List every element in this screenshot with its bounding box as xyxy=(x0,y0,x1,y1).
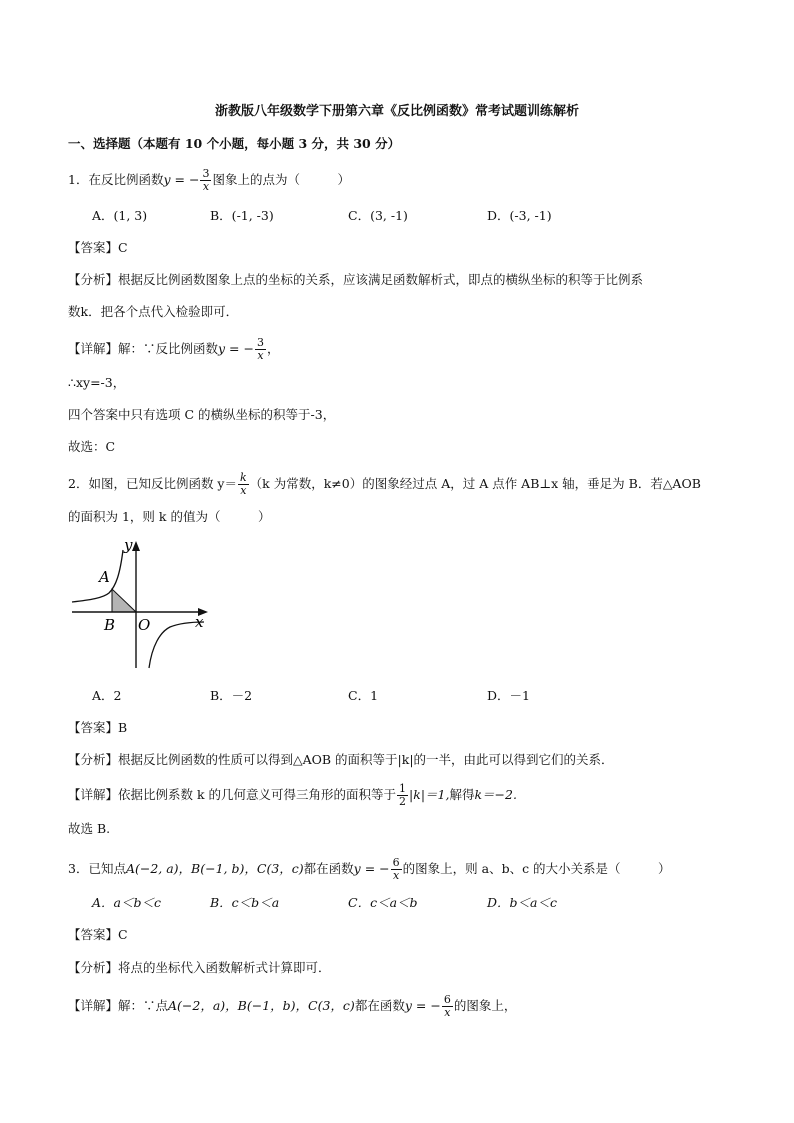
q1-line-options: 四个答案中只有选项 C 的横纵坐标的积等于-3， xyxy=(68,407,336,422)
q2-detail-den: 2 xyxy=(399,795,407,808)
q2-option-a: A．2 xyxy=(92,688,122,703)
q2-stem xyxy=(68,472,701,497)
q2-detail-num: 1 xyxy=(399,782,407,795)
label-b: B xyxy=(104,616,116,634)
q2-detail-result: k＝−2. xyxy=(474,787,517,802)
q2-detail-text: 【详解】依据比例系数 k 的几何意义可得三角形的面积等于 xyxy=(68,787,397,802)
label-y: y xyxy=(124,536,133,554)
q1-analysis-line2: 数k．把各个点代入检验即可． xyxy=(68,304,239,319)
q3-stem-mid: 都在函数 xyxy=(303,861,354,876)
q1-option-c: C．(3, -1) xyxy=(348,208,408,223)
q1-stem-text: 1．在反比例函数 xyxy=(68,172,164,187)
q3-stem-points: A(−2, a)，B(−1, b)，C(3，c) xyxy=(125,861,304,876)
q2-answer: 【答案】B xyxy=(68,720,128,735)
q3-detail-post: 的图象上， xyxy=(453,998,517,1013)
q1-answer: 【答案】C xyxy=(68,240,128,255)
q1-option-d: D．(-3, -1) xyxy=(487,208,552,223)
label-o: O xyxy=(138,616,151,634)
q3-detail-mid: 都在函数 xyxy=(354,998,405,1013)
q2-detail-fraction xyxy=(397,783,408,808)
q3-func-lhs: y = − xyxy=(353,861,390,876)
section-heading: 一、选择题（本题有 10 个小题，每小题 3 分，共 30 分） xyxy=(68,136,401,151)
q2-stem-text: 2．如图，已知反比例函数 y＝ xyxy=(68,476,237,491)
q1-detail xyxy=(68,337,280,362)
q1-detail-num: 3 xyxy=(256,336,264,349)
q3-frac-num: 6 xyxy=(392,856,400,869)
q3-frac-den: x xyxy=(393,869,400,882)
q2-detail-post: 解得 xyxy=(449,787,475,802)
q1-option-a: A．(1, 3) xyxy=(92,208,148,223)
q2-choose: 故选 B. xyxy=(68,821,111,836)
q2-detail xyxy=(68,783,517,808)
q2-fraction xyxy=(238,472,249,497)
q1-line-xy: ∴xy=-3， xyxy=(68,375,126,390)
q3-fraction xyxy=(391,857,402,882)
q3-stem-text: 3．已知点 xyxy=(68,861,126,876)
document-title: 浙教版八年级数学下册第六章《反比例函数》常考试题训练解析 xyxy=(214,104,579,119)
q1-detail-text: 【详解】解：∵反比例函数 xyxy=(68,341,219,356)
y-axis-arrow xyxy=(132,541,140,551)
q3-detail-lhs: y = − xyxy=(404,998,441,1013)
q1-func-lhs: y = − xyxy=(163,172,200,187)
q1-option-b: B．(-1, -3) xyxy=(210,208,274,223)
q2-option-c: C．1 xyxy=(348,688,379,703)
label-a: A xyxy=(99,568,110,586)
q2-stem-post: （k 为常数，k≠0）的图象经过点 A，过 A 点作 AB⊥x 轴，垂足为 B．若△AOB xyxy=(249,476,701,491)
q2-stem-line2: 的面积为 1，则 k 的值为（ ） xyxy=(68,509,271,524)
q3-detail-text: 【详解】解：∵点 xyxy=(68,998,169,1013)
label-x: x xyxy=(195,613,204,631)
q2-frac-den: x xyxy=(240,484,247,497)
q2-option-d: D．－1 xyxy=(487,688,530,703)
q1-fraction xyxy=(200,168,211,193)
q3-answer: 【答案】C xyxy=(68,927,128,942)
q2-option-b: B．－2 xyxy=(210,688,253,703)
q3-detail-num: 6 xyxy=(443,993,451,1006)
q3-option-d: D．b＜a＜c xyxy=(487,895,557,910)
q1-analysis-line1: 【分析】根据反比例函数图象上点的坐标的关系，应该满足函数解析式，即点的横纵坐标的积等于比例系 xyxy=(68,272,644,287)
q1-detail-post: ， xyxy=(266,341,280,356)
q3-option-a: A．a＜b＜c xyxy=(92,895,161,910)
q3-stem xyxy=(68,857,671,882)
q2-frac-num: k xyxy=(240,471,247,484)
q1-choose: 故选：C xyxy=(68,439,116,454)
q1-detail-lhs: y = − xyxy=(218,341,254,356)
q3-option-b: B．c＜b＜a xyxy=(210,895,280,910)
q3-detail-points: A(−2，a)，B(−1，b)，C(3，c) xyxy=(168,998,355,1013)
q1-frac-den: x xyxy=(202,180,210,193)
q3-analysis: 【分析】将点的坐标代入函数解析式计算即可． xyxy=(68,960,331,975)
triangle-aob xyxy=(112,589,136,612)
q1-detail-den: x xyxy=(257,349,264,362)
q3-stem-post: 的图象上，则 a、b、c 的大小关系是（ ） xyxy=(402,861,671,876)
q1-stem-post: 图象上的点为（ ） xyxy=(212,172,350,187)
q1-stem xyxy=(68,168,350,193)
q2-analysis: 【分析】根据反比例函数的性质可以得到△AOB 的面积等于|k|的一半，由此可以得到它们的关系． xyxy=(68,752,614,767)
q3-detail xyxy=(68,994,516,1019)
q1-detail-fraction xyxy=(255,337,266,362)
q1-frac-num: 3 xyxy=(202,167,210,180)
q3-option-c: C．c＜a＜b xyxy=(348,895,418,910)
q2-detail-abs: |k|＝1, xyxy=(409,787,450,802)
q3-detail-den: x xyxy=(444,1006,451,1019)
q2-figure xyxy=(68,536,218,672)
q3-detail-fraction xyxy=(442,994,453,1019)
